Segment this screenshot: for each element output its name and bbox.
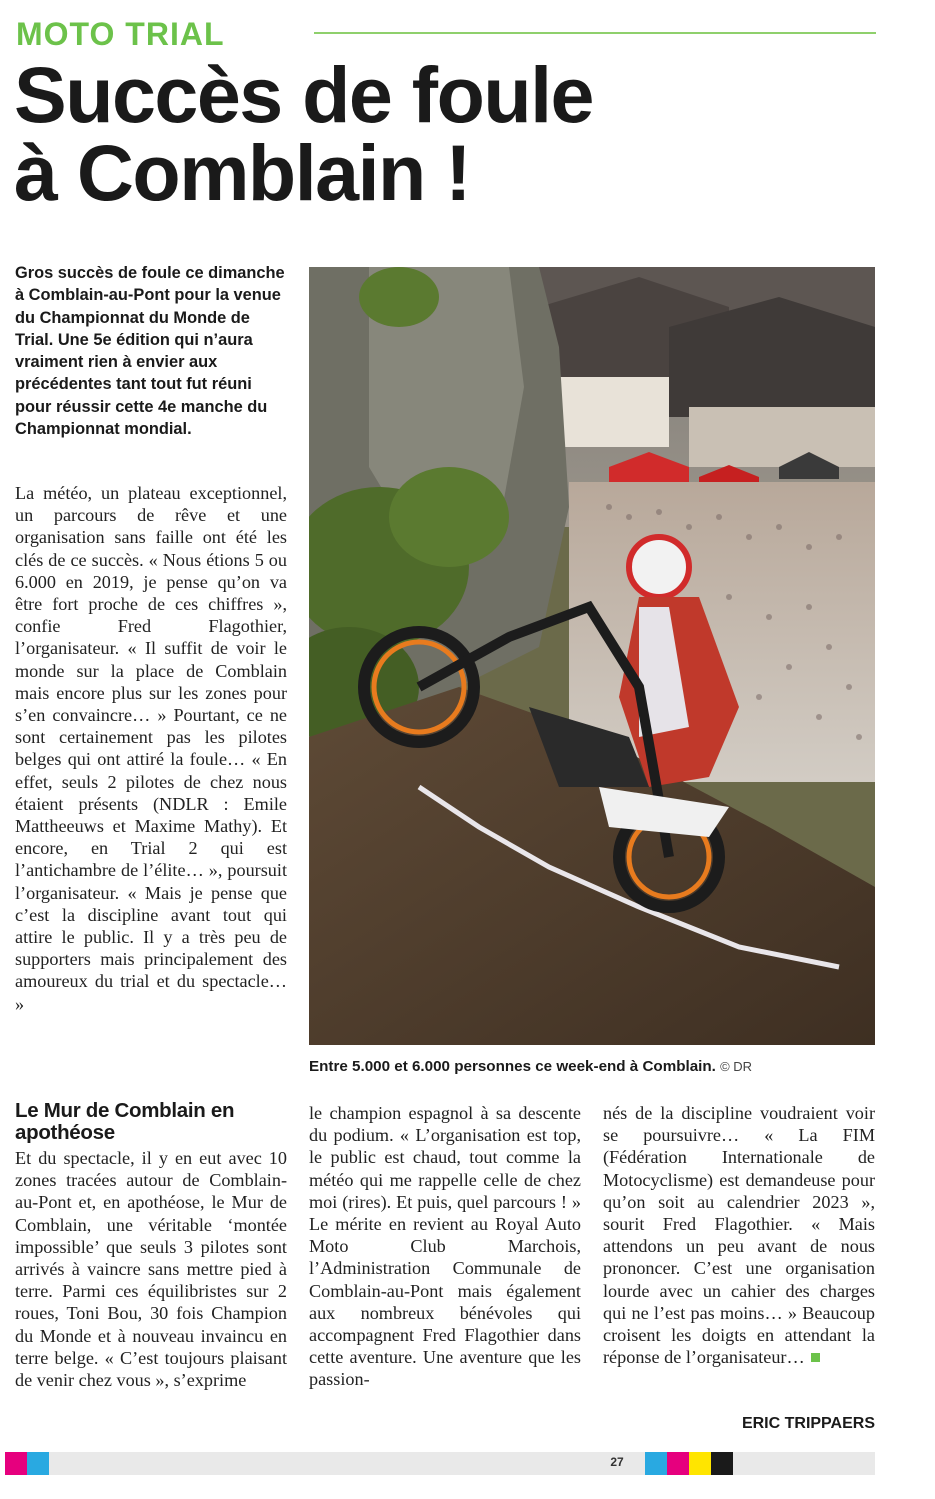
body-column-2: le champion espagnol à sa descente du podium. « L’organisation est top, le public est chaud, tout comme la météo qui me rappelle celle de chez moi (rires). Et puis, quel parcours ! » Le mérite en revient au Royal Auto Moto Club Marchois, l’Administration Communale de Comblain-au-Pont mais également aux nombreux bénévoles qui accompagnent Fred Flagothier dans cette aventure. Une aventure que les passion- <box>309 1103 581 1390</box>
subheading: Le Mur de Comblain en apothéose <box>15 1099 235 1144</box>
headline-line-2: à Comblain ! <box>14 128 471 217</box>
page-footer-bar <box>5 1452 875 1475</box>
headline-line-1: Succès de foule <box>14 50 593 139</box>
body-column-1: Et du spectacle, il y en eut avec 10 zones tracées autour de Comblain-au-Pont et, en apothéose, le Mur de Comblain, une véritable ‘montée impossible’ que seuls 3 pilotes sont arrivés à vaincre sans mettre pied à terre. Parmi ces équilibristes sur 2 roues, Toni Bou, 30 fois Champion du Monde et à nouveau invaincu en terre belge. « C’est toujours plaisant de venir chez vous », s’exprime <box>15 1148 287 1391</box>
article-photo <box>309 267 875 1045</box>
photo-credit: © DR <box>720 1059 753 1074</box>
photo-caption-text: Entre 5.000 et 6.000 personnes ce week-end à Comblain. <box>309 1058 716 1075</box>
lede-paragraph: Gros succès de foule ce dimanche à Comblain-au-Pont pour la venue du Championnat du Monde de Trial. Une 5e édition qui n’aura vraiment rien à envier aux précédentes tant tout fut réuni pour réussir cette 4e manche du Championnat mondial. <box>15 264 285 439</box>
color-swatch-cyan-right <box>645 1452 667 1475</box>
color-swatch-black-right <box>711 1452 733 1475</box>
article-end-mark <box>811 1353 820 1362</box>
photo-caption <box>309 1058 875 1075</box>
headline <box>14 50 874 217</box>
color-swatch-magenta-right <box>667 1452 689 1475</box>
page-number: 27 <box>610 1455 624 1469</box>
body-column-3 <box>603 1102 875 1368</box>
color-swatch-cyan <box>27 1452 49 1475</box>
body-column-3-text: nés de la discipline voudraient voir se poursuivre… « La FIM (Fédération Internationale de Motocyclisme) est demandeuse pour qu’on soit au calendrier 2023 », sourit Fred Flagothier. « Mais attendons un peu avant de nous prononcer. C’est une organisation lourde avec un cahier des charges qui ne l’est pas moins… » Beaucoup croisent les doigts en attendant la réponse de l’organisateur… <box>603 1103 875 1368</box>
kicker-rule <box>314 32 876 34</box>
section-kicker: MOTO TRIAL <box>16 16 225 52</box>
color-swatch-magenta <box>5 1452 27 1475</box>
color-swatch-yellow-right <box>689 1452 711 1475</box>
intro-body-text: La météo, un plateau exceptionnel, un parcours de rêve et une organisation sans faille ont été les clés de ce succès. « Nous étions 5 ou 6.000 en 2019, je pense qu’on va être fort proche de ces chiffres », confie Fred Flagothier, l’organisateur. « Il suffit de voir le monde sur la place de Comblain mais encore plus sur les zones pour s’en convaincre… » Pourtant, ce ne sont certainement pas les pilotes belges qui ont attiré la foule… « En effet, seuls 2 pilotes de chez nous étaient présents (NDLR : Emile Mattheeuws et Maxime Mathy). Et encore, en Trial 2 qui est l’antichambre de l’élite… », poursuit l’organisateur. « Mais je pense que c’est la discipline avant tout qui attire le public. Il y a très peu de supporters mais principalement des amoureux du trial et du spectacle… » <box>15 483 287 1014</box>
author-byline: ERIC TRIPPAERS <box>741 1415 875 1432</box>
section-kicker-row <box>16 14 876 50</box>
photo-illustration <box>309 267 875 1045</box>
